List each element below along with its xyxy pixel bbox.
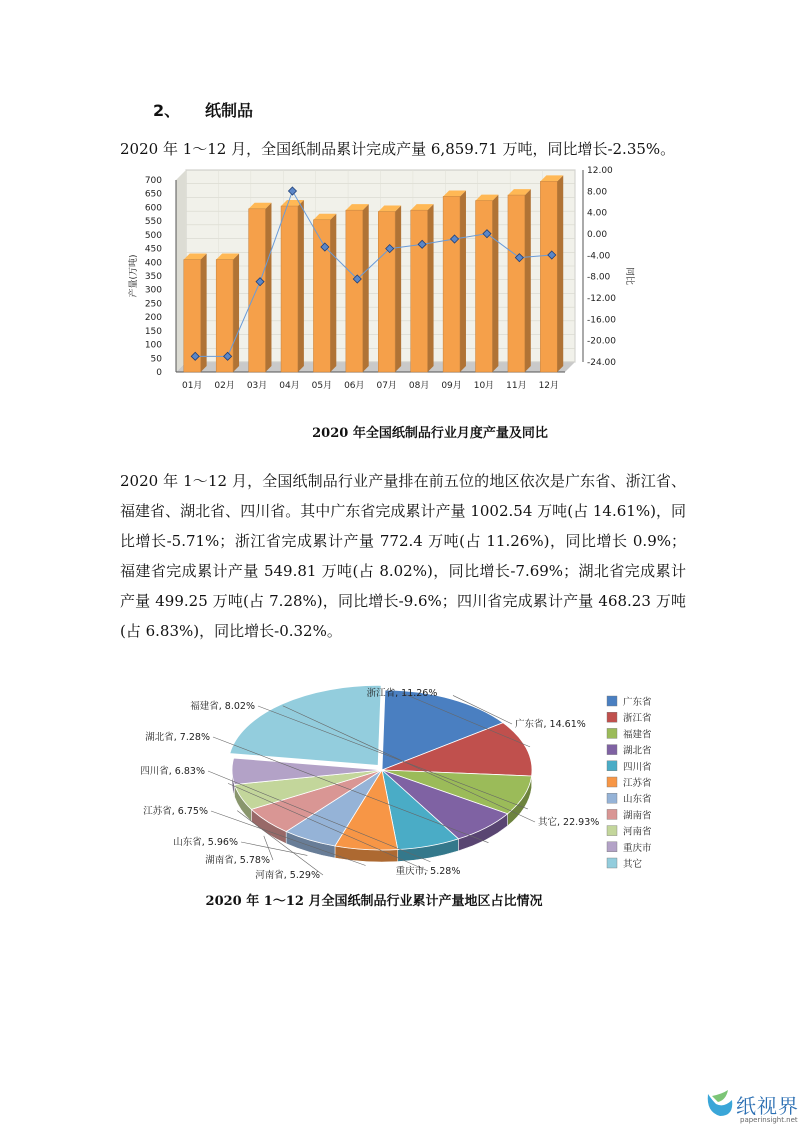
y-tick-label: 150 xyxy=(144,326,162,337)
y-tick-label: 350 xyxy=(144,272,162,282)
bar xyxy=(476,201,493,372)
pie-slice-label: 河南省, 5.29% xyxy=(255,870,320,881)
y2-tick-label: 4.00 xyxy=(587,208,608,219)
pie-slice-label: 四川省, 6.83% xyxy=(140,766,205,777)
bar-side xyxy=(265,203,271,372)
y-axis-title: 产量(万吨) xyxy=(129,254,139,298)
legend-label: 浙江省 xyxy=(623,713,652,725)
legend-label: 湖北省 xyxy=(623,745,652,757)
legend-swatch xyxy=(607,696,617,706)
x-tick-label: 08月 xyxy=(408,381,430,391)
y-tick-label: 450 xyxy=(144,244,162,255)
legend-swatch xyxy=(607,777,617,787)
paperinsight-logo xyxy=(700,1080,800,1130)
y2-tick-label: 8.00 xyxy=(587,187,608,198)
x-tick-label: 10月 xyxy=(473,381,495,391)
legend-swatch xyxy=(607,826,617,836)
y-tick-label: 700 xyxy=(144,176,162,186)
y2-tick-label: -16.00 xyxy=(587,315,617,326)
logo-text: 纸视界 xyxy=(736,1094,799,1118)
legend-label: 福建省 xyxy=(623,729,652,741)
pie-slice-label: 湖北省, 7.28% xyxy=(145,732,210,743)
legend-swatch xyxy=(607,842,617,852)
y-tick-label: 250 xyxy=(144,299,162,310)
x-tick-label: 01月 xyxy=(181,381,203,391)
bar xyxy=(443,196,460,372)
x-tick-label: 04月 xyxy=(279,381,300,391)
y2-tick-label: 0.00 xyxy=(587,230,608,240)
legend-label: 河南省 xyxy=(623,826,652,838)
y2-tick-label: -20.00 xyxy=(587,336,617,347)
section-title: 纸制品 xyxy=(205,101,254,120)
pie-slice-label: 福建省, 8.02% xyxy=(190,701,255,712)
logo-url: paperinsight.net xyxy=(740,1116,798,1124)
pie-slice xyxy=(230,685,381,765)
x-tick-label: 09月 xyxy=(441,381,462,391)
logo-leaf-icon xyxy=(702,1086,736,1120)
y2-tick-label: -4.00 xyxy=(587,251,611,262)
y-tick-label: 50 xyxy=(150,354,162,365)
pie-slice-label: 其它, 22.93% xyxy=(538,817,600,828)
bar-side xyxy=(557,175,563,372)
legend-label: 重庆市 xyxy=(623,842,652,854)
bar-side xyxy=(428,204,434,372)
y-tick-label: 300 xyxy=(144,285,162,296)
y-tick-label: 200 xyxy=(144,313,162,324)
section-number: 2、 xyxy=(153,101,181,120)
legend-swatch xyxy=(607,809,617,819)
bar xyxy=(411,210,428,372)
bar-side xyxy=(525,189,531,372)
bar xyxy=(378,212,395,372)
x-tick-label: 05月 xyxy=(311,381,333,391)
legend-swatch xyxy=(607,745,617,755)
y2-tick-label: -8.00 xyxy=(587,272,611,283)
pie-slice-label: 广东省, 14.61% xyxy=(515,719,586,730)
y-tick-label: 500 xyxy=(144,230,162,241)
x-tick-label: 07月 xyxy=(376,381,397,391)
y-tick-label: 0 xyxy=(156,368,162,378)
y2-tick-label: 12.00 xyxy=(587,166,613,176)
legend-label: 山东省 xyxy=(623,794,652,806)
y2-axis-title: 同比 xyxy=(624,266,634,286)
y-tick-label: 550 xyxy=(144,217,162,228)
x-tick-label: 06月 xyxy=(344,381,365,391)
bar-side xyxy=(233,254,239,372)
section-heading xyxy=(153,98,253,121)
bar xyxy=(281,206,298,372)
legend-label: 其它 xyxy=(623,859,643,870)
legend-label: 江苏省 xyxy=(623,778,652,789)
bar-side xyxy=(201,254,207,372)
monthly-output-chart xyxy=(120,166,680,412)
chart-caption-monthly: 2020 年全国纸制品行业月度产量及同比 xyxy=(312,426,548,441)
x-tick-label: 02月 xyxy=(214,381,235,391)
y2-tick-label: -24.00 xyxy=(587,358,617,368)
legend-label: 广东省 xyxy=(623,697,652,708)
y-tick-label: 400 xyxy=(144,258,162,269)
legend-swatch xyxy=(607,858,617,868)
y2-tick-label: -12.00 xyxy=(587,294,617,304)
bar-side xyxy=(492,195,498,372)
bar-side xyxy=(395,206,401,372)
legend-swatch xyxy=(607,712,617,722)
bar xyxy=(508,195,525,372)
paragraph-total-output: 2020 年 1～12 月，全国纸制品累计完成产量 6,859.71 万吨，同比增长-2.35%。 xyxy=(120,140,676,158)
bar xyxy=(540,181,557,372)
pie-slice-label: 浙江省, 11.26% xyxy=(366,688,438,699)
bar-side xyxy=(298,200,304,372)
y-tick-label: 600 xyxy=(144,203,162,214)
x-tick-label: 12月 xyxy=(538,381,560,391)
regional-share-pie-chart xyxy=(120,682,700,882)
legend-swatch xyxy=(607,728,617,738)
bar-side xyxy=(330,214,336,372)
pie-slice-label: 重庆市, 5.28% xyxy=(395,866,461,877)
bar xyxy=(249,209,266,372)
bar-side xyxy=(460,190,466,372)
pie-slice-label: 山东省, 5.96% xyxy=(173,837,238,848)
legend-label: 四川省 xyxy=(623,761,652,773)
x-tick-label: 11月 xyxy=(506,381,527,391)
pie-slice-label: 湖南省, 5.78% xyxy=(205,855,270,866)
legend-swatch xyxy=(607,793,617,803)
bar xyxy=(346,210,363,372)
paragraph-regional-output: 2020 年 1～12 月，全国纸制品行业产量排在前五位的地区依次是广东省、浙江省、福建省、湖北省、四川省。其中广东省完成累计产量 1002.54 万吨(占 14.61%)，同比增长-5.71%；浙江省完成累计产量 772.4 万吨(占 11.26%)，同比增长 0.9%；福建省完成累计产量 549.81 万吨(占 8.02%)，同比增长-7.69%；湖北省完成累计产量 499.25 万吨(占 7.28%)，同比增长-9.6%；四川省完成累计产量 468.23 万吨(占 6.83%)，同比增长-0.32%。 xyxy=(120,472,686,640)
bar-side xyxy=(363,204,369,372)
chart-caption-regional: 2020 年 1～12 月全国纸制品行业累计产量地区占比情况 xyxy=(205,894,543,909)
y-tick-label: 100 xyxy=(144,340,162,351)
legend-swatch xyxy=(607,761,617,771)
x-tick-label: 03月 xyxy=(246,381,268,391)
legend-label: 湖南省 xyxy=(623,810,652,822)
y-tick-label: 650 xyxy=(144,189,162,200)
pie-slice-label: 江苏省, 6.75% xyxy=(143,806,208,817)
